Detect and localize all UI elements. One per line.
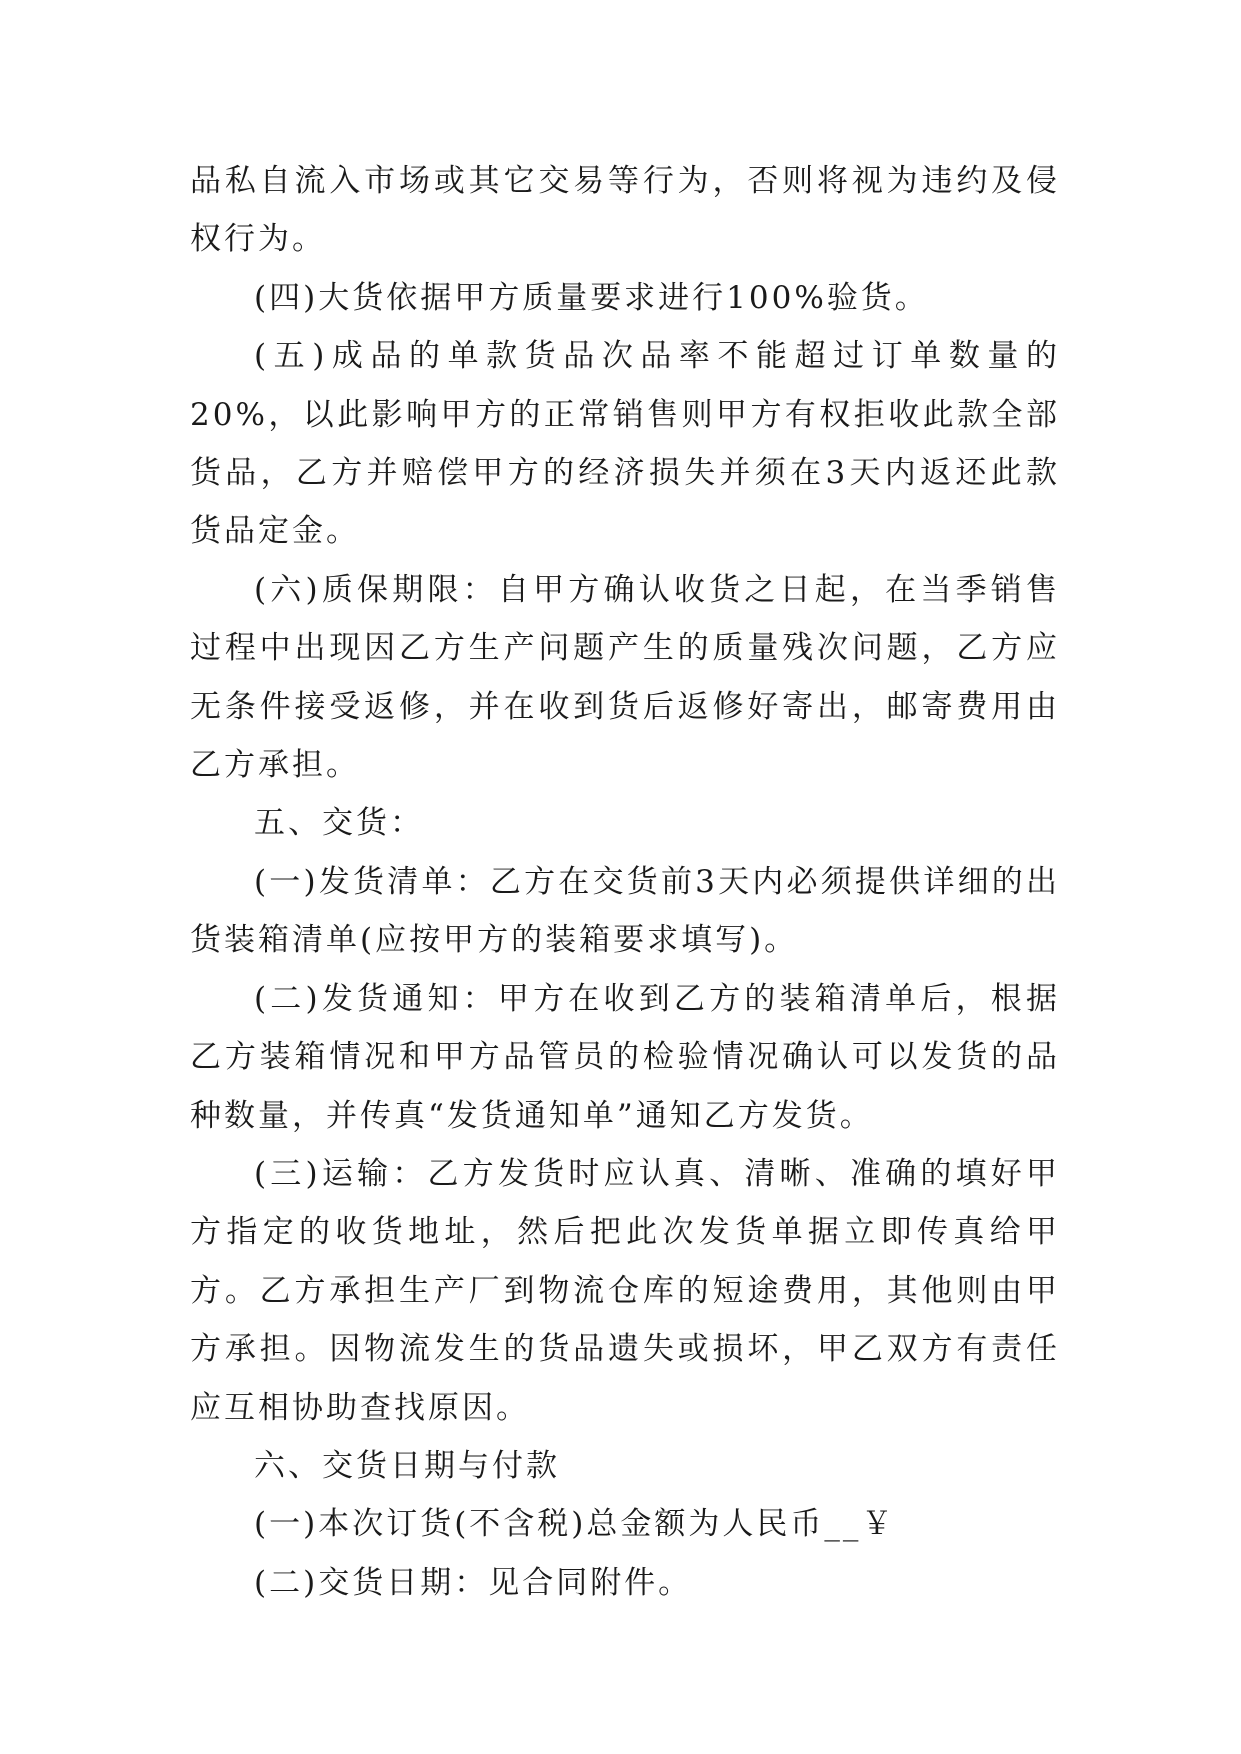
paragraph-clause-5: (五)成品的单款货品次品率不能超过订单数量的20%，以此影响甲方的正常销售则甲方有权拒收此款全部货品，乙方并赔偿甲方的经济损失并须在3天内返还此款货品定金。 [190,338,1060,550]
paragraph-delivery-3: (三)运输：乙方发货时应认真、清晰、准确的填好甲方指定的收货地址，然后把此次发货单据立即传真给甲方。乙方承担生产厂到物流仓库的短途费用，其他则由甲方承担。因物流发生的货品遗失或损坏，甲乙双方有责任应互相协助查找原因。 [190,1155,1060,1426]
paragraph-clause-6: (六)质保期限：自甲方确认收货之日起，在当季销售过程中出现因乙方生产问题产生的质量残次问题，乙方应无条件接受返修，并在收到货后返修好寄出，邮寄费用由乙方承担。 [190,571,1060,784]
section-heading-date-payment: 六、交货日期与付款 [254,1447,560,1484]
paragraph-continuation: 品私自流入市场或其它交易等行为，否则将视为违约及侵权行为。 [190,163,1060,258]
section-heading-delivery: 五、交货： [254,805,424,842]
paragraph-payment-2: (二)交货日期：见合同附件。 [254,1564,693,1601]
document-body [190,152,1060,1612]
paragraph-delivery-1: (一)发货清单：乙方在交货前3天内必须提供详细的出货装箱清单(应按甲方的装箱要求填写)。 [190,863,1060,959]
paragraph-payment-1: (一)本次订货(不含税)总金额为人民币__￥ [254,1506,896,1543]
paragraph-clause-4: (四)大货依据甲方质量要求进行100%验货。 [254,279,929,316]
paragraph-delivery-2: (二)发货通知：甲方在收到乙方的装箱清单后，根据乙方装箱情况和甲方品管员的检验情况确认可以发货的品种数量，并传真“发货通知单”通知乙方发货。 [190,980,1060,1134]
